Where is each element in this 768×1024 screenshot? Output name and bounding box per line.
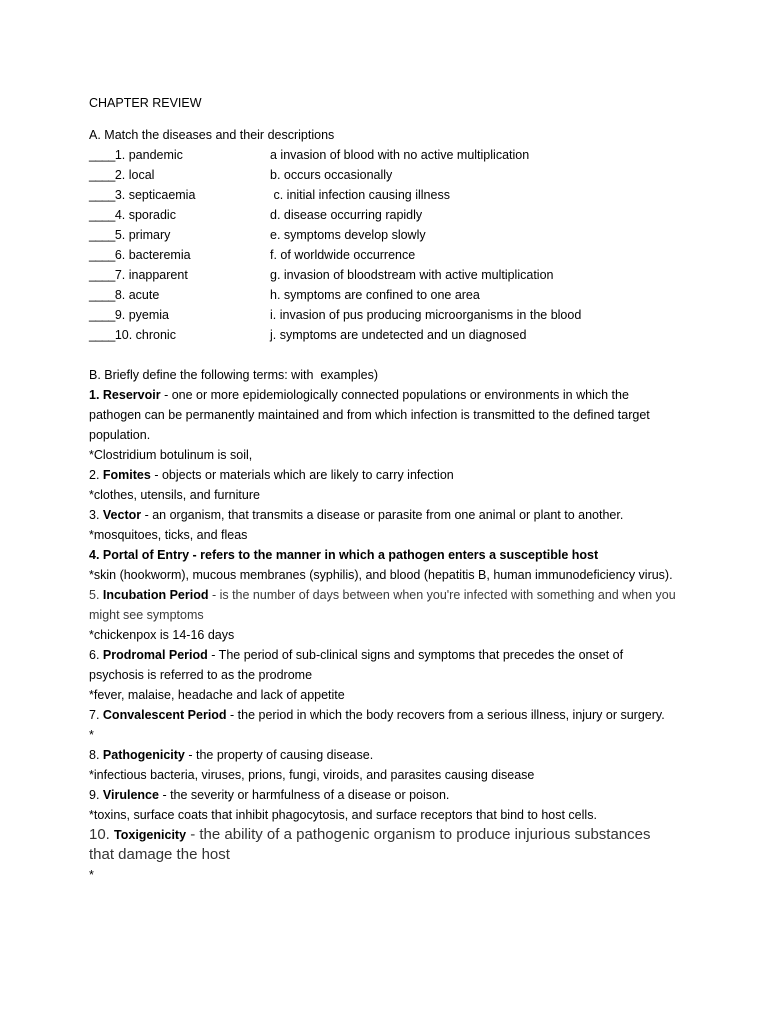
definition-example: *mosquitoes, ticks, and fleas [89,528,248,542]
definition-text: - an organism, that transmits a disease or parasite from one animal or plant to another. [141,508,624,522]
match-row [89,185,689,205]
match-row [89,145,689,165]
match-term: 3. septicaemia [114,188,196,202]
definition-text: - the ability of a pathogenic organism to produce injurious substances that damage the host [89,826,651,863]
definition-number: 3. [89,508,103,522]
definition-example: *clothes, utensils, and furniture [89,488,260,502]
answer-blank: ____ [89,328,115,342]
definition-example: * [89,728,94,742]
definition-item [89,825,679,865]
match-row [89,165,689,185]
match-term: 9. pyemia [114,308,170,322]
definition-term: Fomites [102,468,151,482]
definition-term: Reservoir [102,388,161,402]
section-a-heading: A. Match the diseases and their descriptions [89,128,335,142]
definition-text: - refers to the manner in which a pathogen enters a susceptible host [189,548,599,562]
match-term: 10. chronic [114,328,176,342]
match-description: h. symptoms are confined to one area [270,288,480,302]
definition-item [89,545,679,565]
match-row [89,305,689,325]
answer-blank: ____ [89,188,115,202]
definition-number: 5. [89,588,103,602]
match-description: f. of worldwide occurrence [270,248,416,262]
definition-number: 7. [89,708,103,722]
definition-text: - is the number of days between when you're infected with something and when you might see symptoms [89,588,676,622]
match-description: g. invasion of bloodstream with active multiplication [270,268,554,282]
definition-number: 1. [89,388,103,402]
definition-text: - the period in which the body recovers from a serious illness, injury or surgery. [226,708,665,722]
section-b-heading: B. Briefly define the following terms: with examples) [89,368,379,382]
definition-item [89,465,679,485]
definition-term: Portal of Entry [102,548,190,562]
match-term: 6. bacteremia [114,248,191,262]
definition-term: Vector [102,508,142,522]
definition-item [89,645,679,685]
definition-number: 10. [89,826,115,843]
definition-term: Pathogenicity [102,748,185,762]
match-description: d. disease occurring rapidly [270,208,423,222]
definition-example: *skin (hookworm), mucous membranes (syphilis), and blood (hepatitis B, human immunodeficiency virus). [89,568,673,582]
match-term: 4. sporadic [114,208,176,222]
definition-text: - one or more epidemiologically connected populations or environments in which the pathogen can be permanently maintained and from which infection is transmitted to the defined target population. [89,388,650,442]
definition-item [89,705,679,725]
definition-example: *infectious bacteria, viruses, prions, fungi, viroids, and parasites causing disease [89,768,535,782]
answer-blank: ____ [89,268,115,282]
match-description: c. initial infection causing illness [270,188,450,202]
match-term: 7. inapparent [114,268,188,282]
match-row [89,265,689,285]
answer-blank: ____ [89,288,115,302]
definition-number: 8. [89,748,103,762]
match-row [89,285,689,305]
definition-example: *chickenpox is 14-16 days [89,628,235,642]
match-description: i. invasion of pus producing microorganisms in the blood [270,308,582,322]
definition-item [89,585,679,625]
definition-example: *fever, malaise, headache and lack of appetite [89,688,345,702]
match-row [89,225,689,245]
answer-blank: ____ [89,208,115,222]
match-row [89,245,689,265]
match-description: a invasion of blood with no active multiplication [270,148,530,162]
definition-text: - the severity or harmfulness of a disease or poison. [158,788,450,802]
answer-blank: ____ [89,228,115,242]
match-row [89,205,689,225]
definition-example: *toxins, surface coats that inhibit phagocytosis, and surface receptors that bind to host cells. [89,808,597,822]
chapter-title: CHAPTER REVIEW [89,96,202,110]
answer-blank: ____ [89,168,115,182]
match-term: 8. acute [114,288,160,302]
definition-item [89,745,679,765]
answer-blank: ____ [89,308,115,322]
definition-text: - the property of causing disease. [184,748,374,762]
definition-number: 2. [89,468,103,482]
match-term: 1. pandemic [114,148,183,162]
definition-item [89,785,679,805]
definition-number: 6. [89,648,103,662]
definition-text: - The period of sub-clinical signs and symptoms that precedes the onset of psychosis is referred to as the prodrome [89,648,624,682]
definition-item [89,505,679,525]
match-description: j. symptoms are undetected and un diagnosed [270,328,527,342]
definition-term: Virulence [102,788,159,802]
match-description: e. symptoms develop slowly [270,228,426,242]
section-b [89,365,679,885]
definition-term: Incubation Period [102,588,209,602]
definition-number: 4. [89,548,103,562]
answer-blank: ____ [89,248,115,262]
answer-blank: ____ [89,148,115,162]
definition-example: * [89,868,94,882]
definition-text: - objects or materials which are likely to carry infection [150,468,454,482]
match-description: b. occurs occasionally [270,168,393,182]
match-term: 5. primary [114,228,171,242]
definition-example: *Clostridium botulinum is soil, [89,448,253,462]
definition-term: Prodromal Period [102,648,208,662]
definition-number: 9. [89,788,103,802]
match-row [89,325,689,345]
match-term: 2. local [114,168,155,182]
definition-term: Convalescent Period [102,708,227,722]
definition-item [89,385,679,445]
definition-term: Toxigenicity [114,828,187,842]
